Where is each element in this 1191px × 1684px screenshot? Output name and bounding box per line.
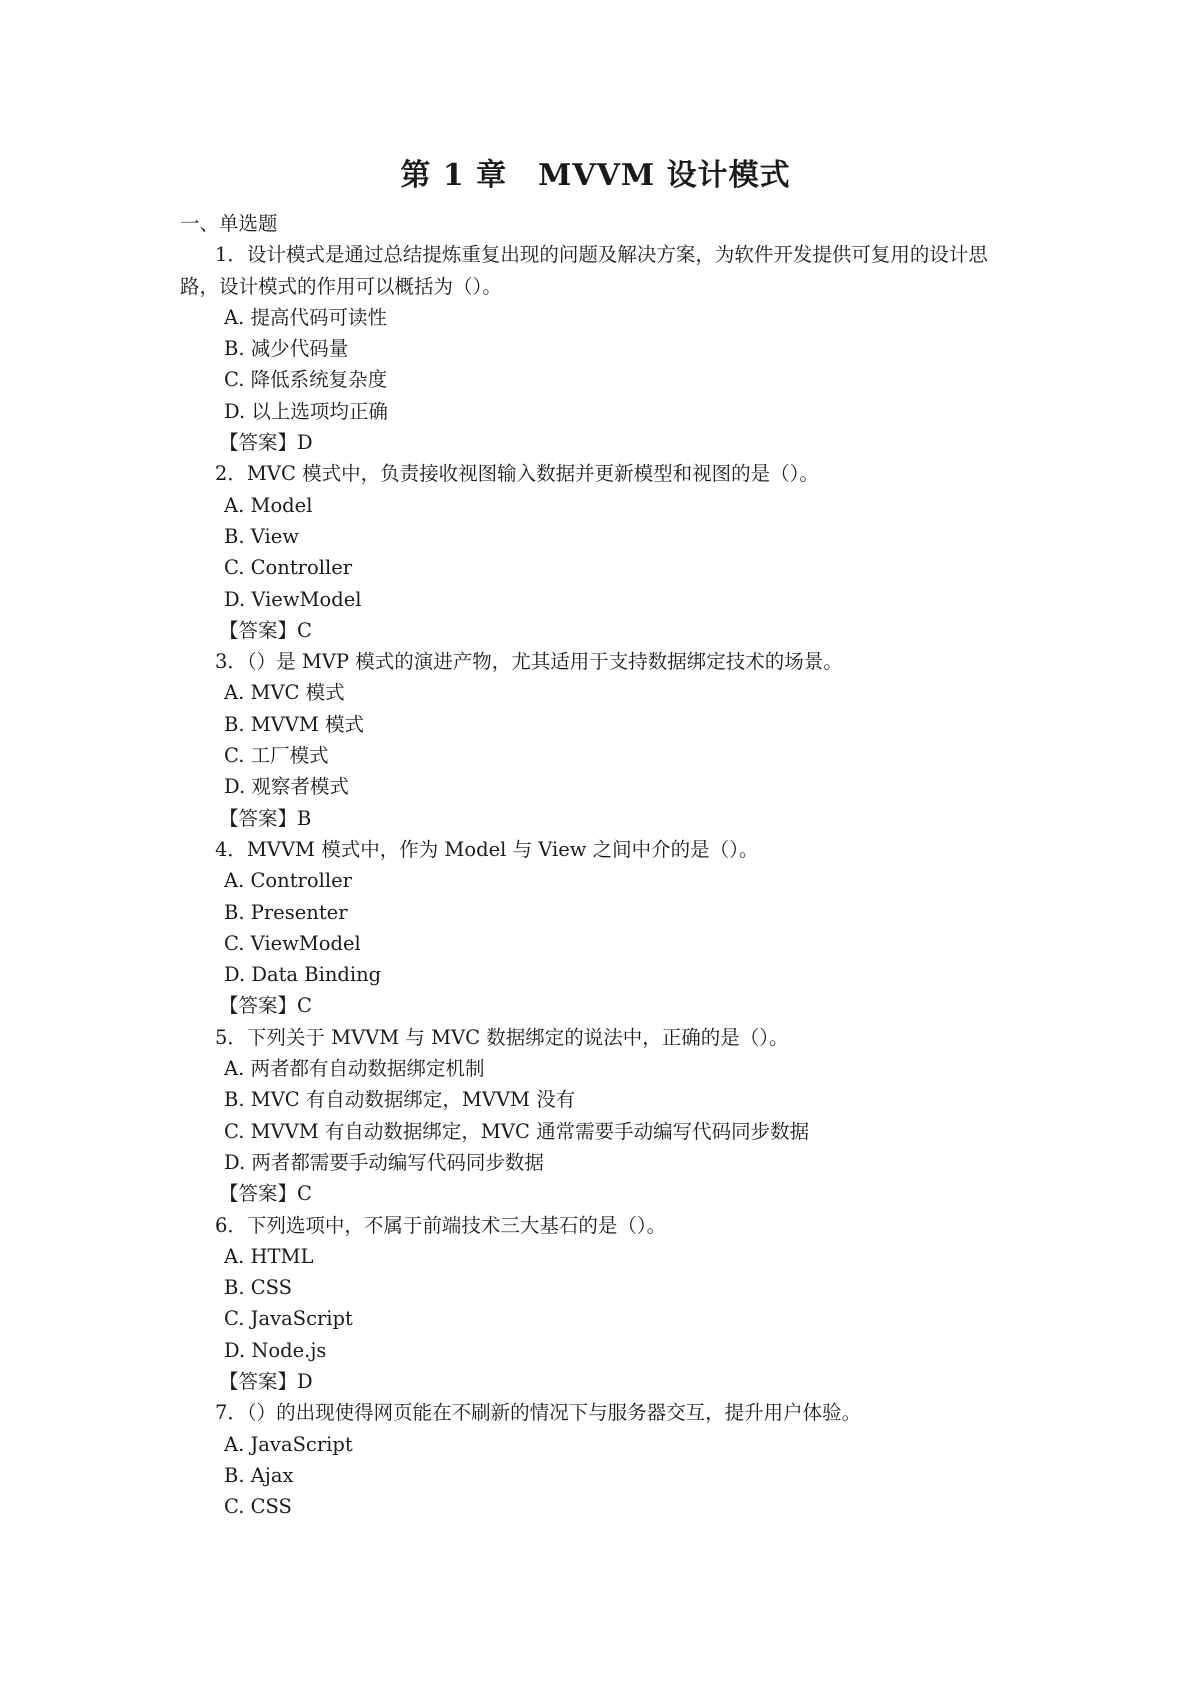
answer-line: 【答案】B (219, 806, 312, 830)
option-a: A. MVC 模式 (224, 681, 345, 705)
option-d: D. Data Binding (224, 963, 382, 987)
question-stem: 7．（）的出现使得网页能在不刷新的情况下与服务器交互，提升用户体验。 (215, 1401, 862, 1425)
option-a: A. 提高代码可读性 (224, 305, 387, 329)
option-c: C. MVVM 有自动数据绑定，MVC 通常需要手动编写代码同步数据 (224, 1119, 810, 1143)
option-c: C. Controller (224, 556, 353, 580)
option-b: B. MVC 有自动数据绑定，MVVM 没有 (224, 1088, 576, 1112)
option-b: B. View (224, 524, 299, 548)
question-stem: 3．（）是 MVP 模式的演进产物，尤其适用于支持数据绑定技术的场景。 (215, 650, 843, 674)
option-c: C. CSS (224, 1495, 292, 1519)
question-stem: 6．下列选项中，不属于前端技术三大基石的是（）。 (215, 1213, 667, 1237)
question-stem: 5．下列关于 MVVM 与 MVC 数据绑定的说法中，正确的是（）。 (215, 1025, 789, 1049)
option-b: B. 减少代码量 (224, 337, 349, 361)
option-c: C. ViewModel (224, 931, 361, 955)
answer-line: 【答案】D (219, 431, 313, 455)
question-list (180, 208, 1020, 1522)
answer-line: 【答案】C (219, 994, 312, 1018)
option-c: C. 降低系统复杂度 (224, 368, 388, 392)
chapter-title: 第 1 章 MVVM 设计模式 (400, 158, 791, 193)
option-d: D. 以上选项均正确 (224, 399, 388, 423)
option-d: D. 观察者模式 (224, 775, 349, 799)
option-d: D. Node.js (224, 1338, 327, 1362)
option-b: B. Ajax (224, 1463, 294, 1487)
option-a: A. Model (224, 493, 313, 517)
option-c: C. JavaScript (224, 1307, 353, 1331)
option-a: A. HTML (224, 1244, 314, 1268)
question-stem: 2．MVC 模式中，负责接收视图输入数据并更新模型和视图的是（）。 (215, 462, 819, 486)
option-a: A. Controller (224, 869, 352, 893)
option-b: B. CSS (224, 1276, 293, 1300)
option-a: A. 两者都有自动数据绑定机制 (224, 1057, 485, 1081)
question-stem: 1．设计模式是通过总结提炼重复出现的问题及解决方案，为软件开发提供可复用的设计思路，设计模式的作用可以概括为（）。 (180, 243, 988, 298)
option-b: B. MVVM 模式 (224, 712, 365, 736)
option-d: D. ViewModel (224, 587, 362, 611)
question-stem: 4．MVVM 模式中，作为 Model 与 View 之间中介的是（）。 (215, 837, 759, 861)
section-heading: 一、单选题 (180, 212, 278, 235)
option-c: C. 工厂模式 (224, 744, 329, 768)
answer-line: 【答案】D (219, 1369, 313, 1393)
option-b: B. Presenter (224, 900, 348, 924)
option-d: D. 两者都需要手动编写代码同步数据 (224, 1150, 544, 1174)
answer-line: 【答案】C (219, 1182, 312, 1206)
answer-line: 【答案】C (219, 618, 312, 642)
option-a: A. JavaScript (224, 1432, 353, 1456)
